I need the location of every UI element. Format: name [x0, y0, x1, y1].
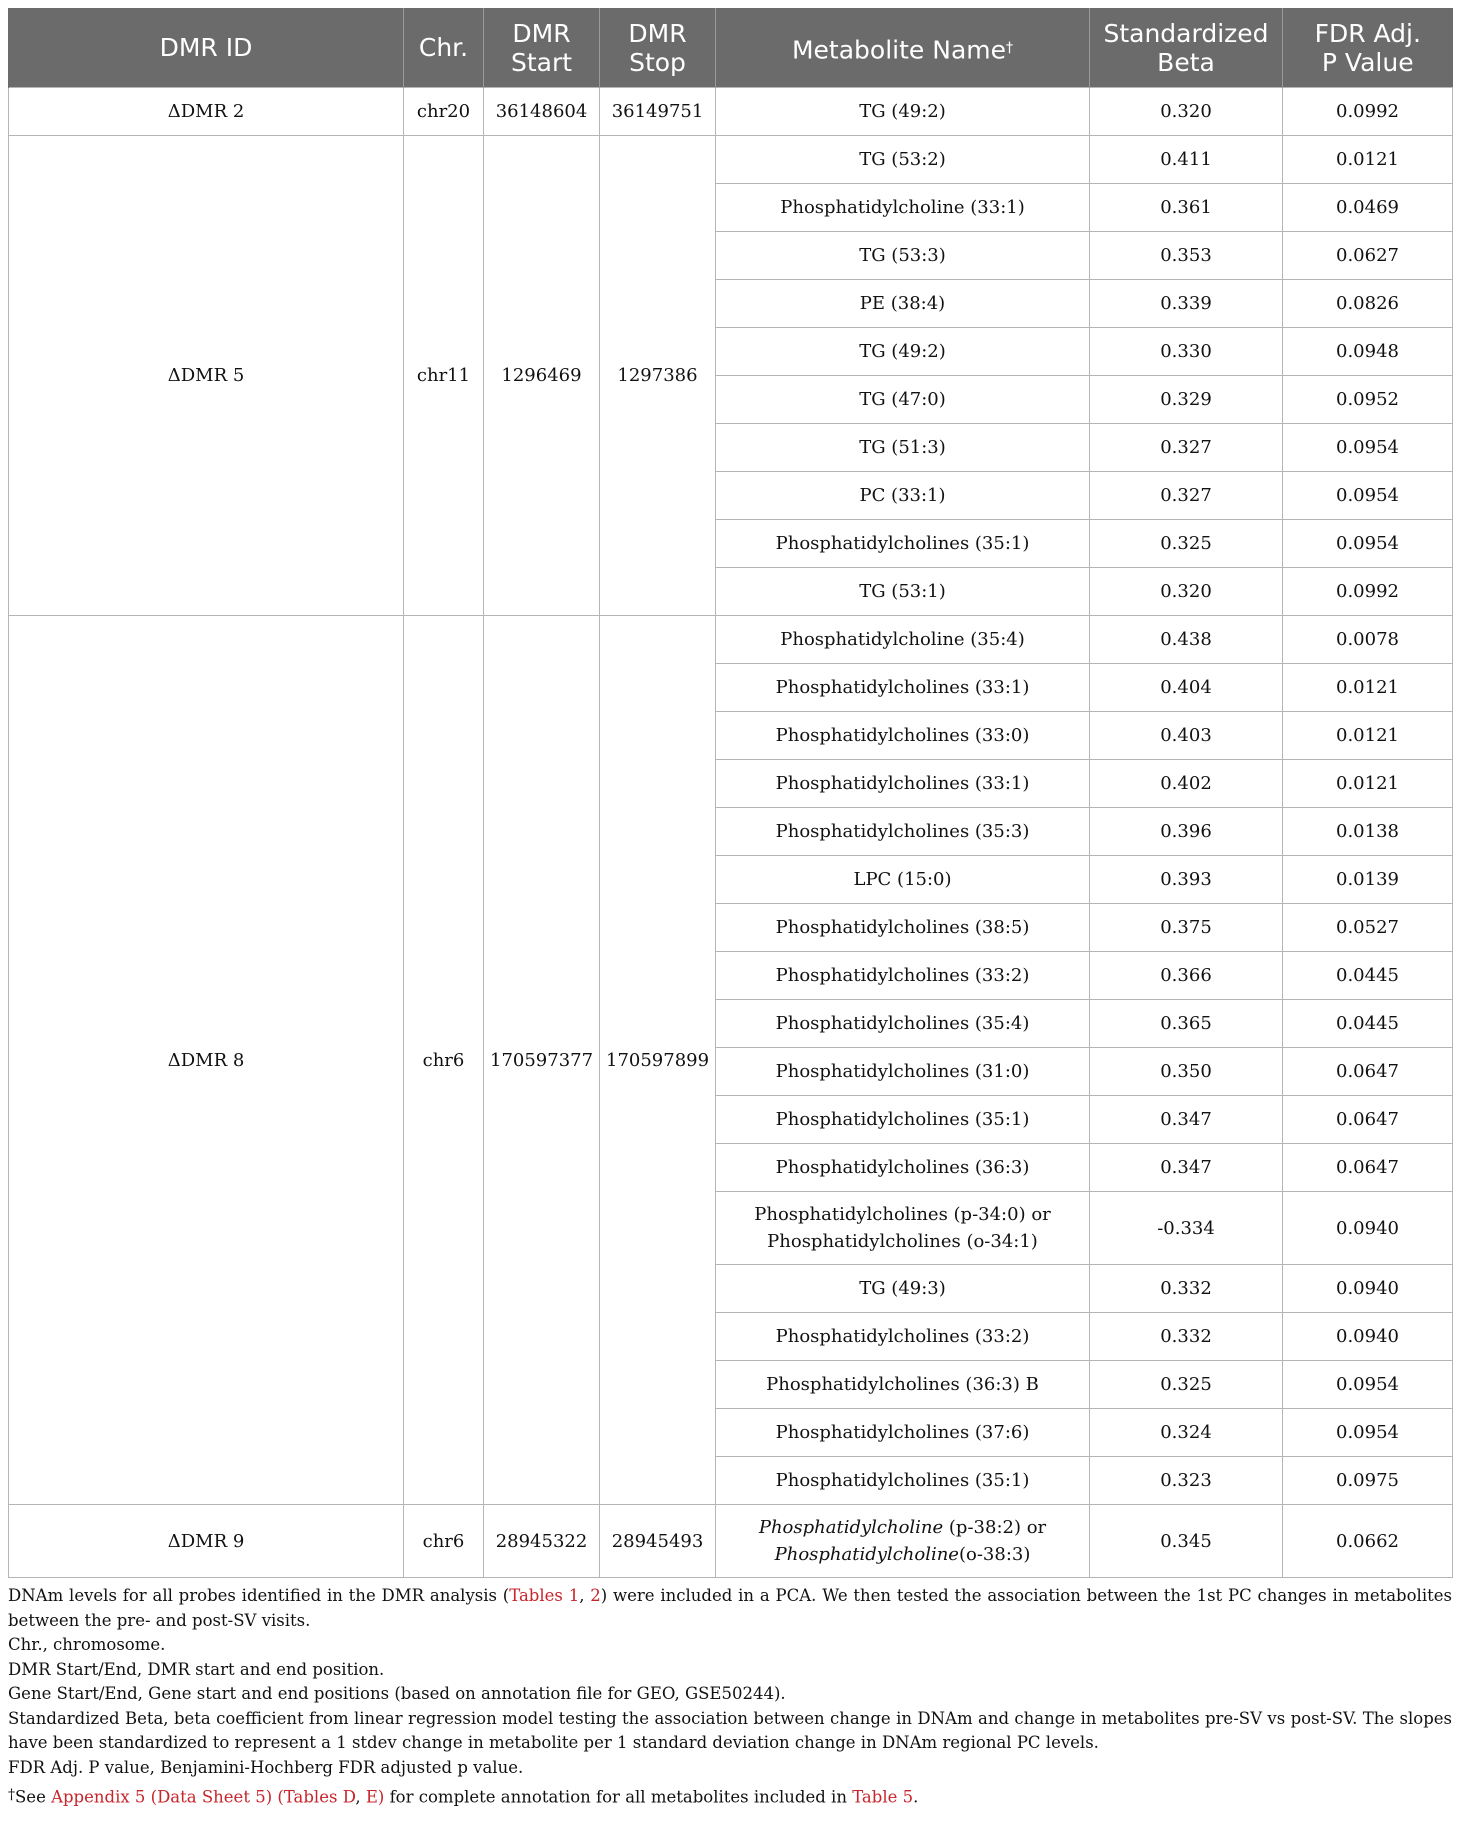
fdr-p-value-cell: 0.0975	[1283, 1457, 1453, 1505]
dmr-stop-cell: 36149751	[600, 88, 716, 136]
metabolite-name-cell: Phosphatidylcholines (37:6)	[716, 1409, 1090, 1457]
standardized-beta-cell: 0.403	[1090, 712, 1283, 760]
dmr-id-cell: ΔDMR 2	[9, 88, 404, 136]
fdr-p-value-cell: 0.0940	[1283, 1265, 1453, 1313]
chr-cell: chr11	[404, 136, 484, 616]
standardized-beta-cell: 0.320	[1090, 88, 1283, 136]
metabolite-name-cell: Phosphatidylcholines (35:3)	[716, 808, 1090, 856]
dmr-start-cell: 28945322	[484, 1505, 600, 1578]
standardized-beta-cell: 0.332	[1090, 1313, 1283, 1361]
fdr-p-value-cell: 0.0078	[1283, 616, 1453, 664]
footnote-standardized-beta: Standardized Beta, beta coefficient from linear regression model testing the association between change in DNAm and change in metabolites pre-SV vs post-SV. The slopes have been standardized to represent a 1 stdev change in metabolite per 1 standard deviation change in DNAm regional PC levels.	[8, 1708, 1452, 1752]
table-row	[9, 136, 1453, 184]
metabolite-name-cell: Phosphatidylcholine (33:1)	[716, 184, 1090, 232]
fdr-p-value-cell: 0.0954	[1283, 424, 1453, 472]
table-footnotes	[8, 1584, 1452, 1810]
standardized-beta-cell: 0.411	[1090, 136, 1283, 184]
standardized-beta-cell: 0.327	[1090, 424, 1283, 472]
dmr-id-cell: ΔDMR 9	[9, 1505, 404, 1578]
metabolite-name-cell: TG (47:0)	[716, 376, 1090, 424]
fdr-p-value-cell: 0.0992	[1283, 568, 1453, 616]
header-standardized-beta: Standardized Beta	[1090, 8, 1283, 88]
metabolite-name-cell: PE (38:4)	[716, 280, 1090, 328]
dmr-stop-cell: 170597899	[600, 616, 716, 1505]
table-row	[9, 88, 1453, 136]
table-container	[8, 8, 1452, 1810]
metabolite-name-cell: TG (49:2)	[716, 328, 1090, 376]
chr-cell: chr6	[404, 616, 484, 1505]
metabolite-name-cell: Phosphatidylcholine (35:4)	[716, 616, 1090, 664]
footnote-pca: DNAm levels for all probes identified in the DMR analysis (Tables 1, 2) were included in a PCA. We then tested the association between the 1st PC changes in metabolites between the pre- and post-SV visits.	[8, 1586, 1452, 1630]
chr-cell: chr20	[404, 88, 484, 136]
standardized-beta-cell: 0.347	[1090, 1096, 1283, 1144]
link-table-5[interactable]: Table 5	[852, 1787, 914, 1807]
metabolite-name-cell: LPC (15:0)	[716, 856, 1090, 904]
fdr-p-value-cell: 0.0826	[1283, 280, 1453, 328]
fdr-p-value-cell: 0.0662	[1283, 1505, 1453, 1578]
standardized-beta-cell: 0.325	[1090, 520, 1283, 568]
metabolite-name-cell: Phosphatidylcholines (35:4)	[716, 1000, 1090, 1048]
dmr-start-cell: 1296469	[484, 136, 600, 616]
fdr-p-value-cell: 0.0954	[1283, 1361, 1453, 1409]
results-table	[8, 8, 1453, 1578]
standardized-beta-cell: 0.330	[1090, 328, 1283, 376]
fdr-p-value-cell: 0.0954	[1283, 1409, 1453, 1457]
standardized-beta-cell: 0.404	[1090, 664, 1283, 712]
metabolite-name-cell: TG (51:3)	[716, 424, 1090, 472]
dmr-id-cell: ΔDMR 8	[9, 616, 404, 1505]
metabolite-name-cell: TG (49:2)	[716, 88, 1090, 136]
metabolite-name-cell: TG (49:3)	[716, 1265, 1090, 1313]
fdr-p-value-cell: 0.0992	[1283, 88, 1453, 136]
standardized-beta-cell: 0.402	[1090, 760, 1283, 808]
dmr-id-cell: ΔDMR 5	[9, 136, 404, 616]
fdr-p-value-cell: 0.0954	[1283, 520, 1453, 568]
standardized-beta-cell: 0.339	[1090, 280, 1283, 328]
fdr-p-value-cell: 0.0445	[1283, 952, 1453, 1000]
table-row	[9, 616, 1453, 664]
standardized-beta-cell: 0.361	[1090, 184, 1283, 232]
header-row	[9, 8, 1453, 88]
footnote-chr: Chr., chromosome.	[8, 1635, 166, 1654]
footnote-dmr-start-end: DMR Start/End, DMR start and end position.	[8, 1659, 385, 1679]
standardized-beta-cell: 0.327	[1090, 472, 1283, 520]
metabolite-name-cell: Phosphatidylcholines (33:0)	[716, 712, 1090, 760]
header-metabolite-name: Metabolite Name†	[716, 8, 1090, 88]
metabolite-name-cell: Phosphatidylcholine (p-38:2) or Phosphatidylcholine(o-38:3)	[716, 1505, 1090, 1578]
dmr-stop-cell: 28945493	[600, 1505, 716, 1578]
fdr-p-value-cell: 0.0138	[1283, 808, 1453, 856]
fdr-p-value-cell: 0.0121	[1283, 136, 1453, 184]
standardized-beta-cell: 0.375	[1090, 904, 1283, 952]
metabolite-name-cell: TG (53:1)	[716, 568, 1090, 616]
fdr-p-value-cell: 0.0940	[1283, 1192, 1453, 1265]
standardized-beta-cell: 0.366	[1090, 952, 1283, 1000]
fdr-p-value-cell: 0.0139	[1283, 856, 1453, 904]
metabolite-name-cell: Phosphatidylcholines (35:1)	[716, 1096, 1090, 1144]
dmr-start-cell: 170597377	[484, 616, 600, 1505]
header-fdr-p-value: FDR Adj. P Value	[1283, 8, 1453, 88]
metabolite-name-cell: Phosphatidylcholines (36:3) B	[716, 1361, 1090, 1409]
fdr-p-value-cell: 0.0647	[1283, 1144, 1453, 1192]
header-dmr-stop: DMR Stop	[600, 8, 716, 88]
metabolite-name-cell: PC (33:1)	[716, 472, 1090, 520]
link-table-e[interactable]: E	[365, 1787, 378, 1807]
table-row	[9, 1505, 1453, 1578]
fdr-p-value-cell: 0.0121	[1283, 712, 1453, 760]
table-body	[9, 88, 1453, 1578]
metabolite-name-cell: Phosphatidylcholines (36:3)	[716, 1144, 1090, 1192]
link-table-1[interactable]: Tables 1	[509, 1586, 580, 1605]
standardized-beta-cell: 0.438	[1090, 616, 1283, 664]
fdr-p-value-cell: 0.0627	[1283, 232, 1453, 280]
chr-cell: chr6	[404, 1505, 484, 1578]
standardized-beta-cell: 0.396	[1090, 808, 1283, 856]
metabolite-name-cell: TG (53:3)	[716, 232, 1090, 280]
fdr-p-value-cell: 0.0527	[1283, 904, 1453, 952]
metabolite-name-cell: Phosphatidylcholines (35:1)	[716, 520, 1090, 568]
standardized-beta-cell: 0.325	[1090, 1361, 1283, 1409]
header-dmr-start: DMR Start	[484, 8, 600, 88]
header-dmr-id: DMR ID	[9, 8, 404, 88]
standardized-beta-cell: 0.324	[1090, 1409, 1283, 1457]
standardized-beta-cell: 0.329	[1090, 376, 1283, 424]
link-appendix-5[interactable]: Appendix 5 (Data Sheet 5) (Tables D	[51, 1787, 356, 1807]
fdr-p-value-cell: 0.0647	[1283, 1048, 1453, 1096]
metabolite-name-cell: Phosphatidylcholines (33:1)	[716, 664, 1090, 712]
fdr-p-value-cell: 0.0940	[1283, 1313, 1453, 1361]
standardized-beta-cell: 0.323	[1090, 1457, 1283, 1505]
standardized-beta-cell: 0.365	[1090, 1000, 1283, 1048]
standardized-beta-cell: 0.350	[1090, 1048, 1283, 1096]
fdr-p-value-cell: 0.0952	[1283, 376, 1453, 424]
dmr-start-cell: 36148604	[484, 88, 600, 136]
metabolite-name-cell: Phosphatidylcholines (35:1)	[716, 1457, 1090, 1505]
footnote-fdr: FDR Adj. P value, Benjamini-Hochberg FDR adjusted p value.	[8, 1757, 524, 1777]
standardized-beta-cell: 0.353	[1090, 232, 1283, 280]
link-table-2[interactable]: 2	[590, 1586, 601, 1605]
standardized-beta-cell: 0.332	[1090, 1265, 1283, 1313]
metabolite-name-cell: Phosphatidylcholines (33:2)	[716, 1313, 1090, 1361]
footnote-gene-start-end: Gene Start/End, Gene start and end positions (based on annotation file for GEO, GSE50244).	[8, 1684, 786, 1703]
fdr-p-value-cell: 0.0445	[1283, 1000, 1453, 1048]
metabolite-name-cell: Phosphatidylcholines (33:2)	[716, 952, 1090, 1000]
header-chr: Chr.	[404, 8, 484, 88]
dagger-mark: †	[1006, 39, 1013, 56]
standardized-beta-cell: 0.347	[1090, 1144, 1283, 1192]
fdr-p-value-cell: 0.0954	[1283, 472, 1453, 520]
fdr-p-value-cell: 0.0121	[1283, 760, 1453, 808]
standardized-beta-cell: 0.320	[1090, 568, 1283, 616]
standardized-beta-cell: 0.345	[1090, 1505, 1283, 1578]
metabolite-name-cell: Phosphatidylcholines (p-34:0) or Phosphatidylcholines (o-34:1)	[716, 1192, 1090, 1265]
fdr-p-value-cell: 0.0121	[1283, 664, 1453, 712]
metabolite-name-cell: Phosphatidylcholines (33:1)	[716, 760, 1090, 808]
metabolite-name-cell: Phosphatidylcholines (38:5)	[716, 904, 1090, 952]
fdr-p-value-cell: 0.0469	[1283, 184, 1453, 232]
standardized-beta-cell: -0.334	[1090, 1192, 1283, 1265]
fdr-p-value-cell: 0.0647	[1283, 1096, 1453, 1144]
dmr-stop-cell: 1297386	[600, 136, 716, 616]
metabolite-name-cell: TG (53:2)	[716, 136, 1090, 184]
standardized-beta-cell: 0.393	[1090, 856, 1283, 904]
fdr-p-value-cell: 0.0948	[1283, 328, 1453, 376]
metabolite-name-cell: Phosphatidylcholines (31:0)	[716, 1048, 1090, 1096]
footnote-appendix: †See Appendix 5 (Data Sheet 5) (Tables D, E) for complete annotation for all metabolites included in Table 5.	[8, 1787, 919, 1807]
